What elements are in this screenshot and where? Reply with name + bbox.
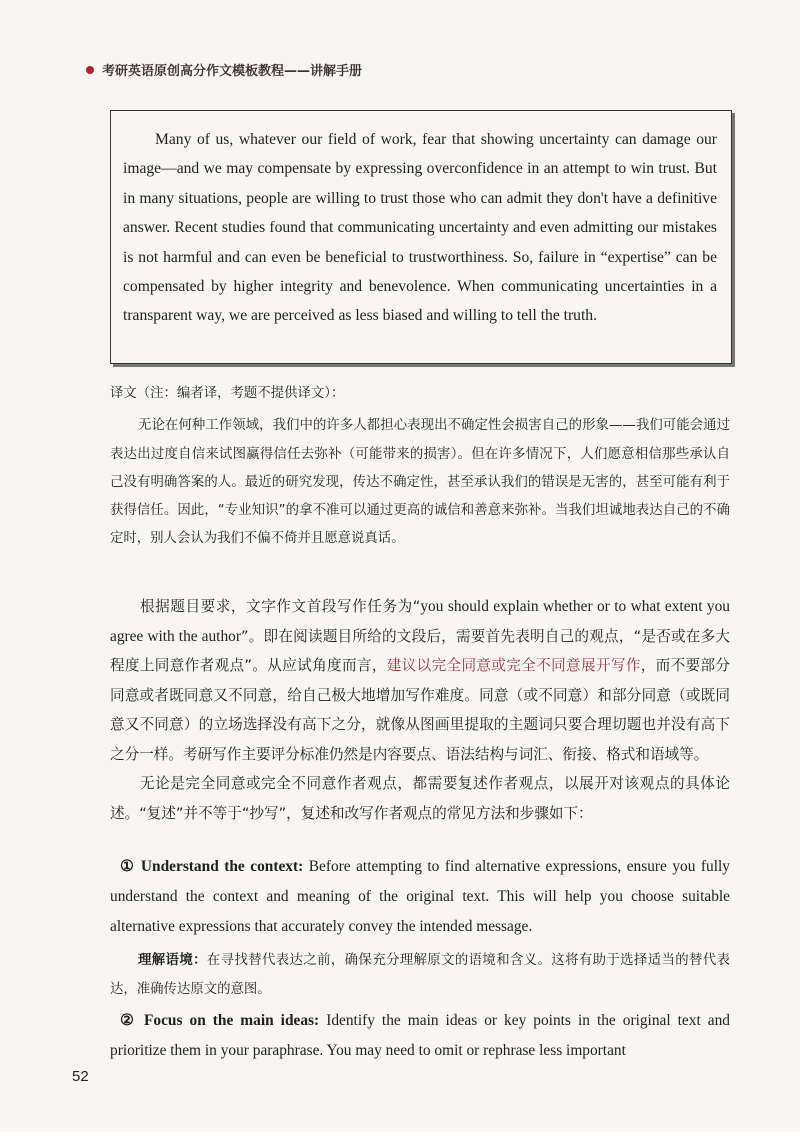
translation-body: 无论在何种工作领域，我们中的许多人都担心表现出不确定性会损害自己的形象——我们可能会通过表达出过度自信来试图赢得信任去弥补（可能带来的损害）。但在许多情况下，人们愿意相信那些承认自己没有明确答案的人。最近的研究发现，传达不确定性，甚至承认我们的错误是无害的，甚至可能有利于获得信任。因此，“专业知识”的拿不准可以通过更高的诚信和善意来弥补。当我们坦诚地表达自己的不确定时，别人会认为我们不偏不倚并且愿意说真话。 (110, 418, 730, 547)
point-1-term: ① Understand the context: (120, 858, 304, 875)
point-1-chinese (110, 946, 730, 1004)
main-paragraph-2: 无论是完全同意或完全不同意作者观点，都需要复述作者观点，以展开对该观点的具体论述。“复述”并不等于“抄写”，复述和改写作者观点的常见方法和步骤如下： (110, 775, 730, 822)
translation-label: 译文（注：编者译，考题不提供译文）： (110, 386, 345, 401)
p1-highlight: 建议以完全同意或完全不同意展开写作 (386, 657, 641, 674)
running-header (86, 60, 362, 79)
p1-english-quote: you should explain whether or to what extent you agree with the author (110, 598, 731, 645)
header-title: 考研英语原创高分作文模板教程——讲解手册 (102, 64, 363, 79)
point-2-term: ② Focus on the main ideas: (120, 1012, 320, 1029)
point-2 (110, 1006, 730, 1066)
p1-part-c: ，而不要部分同意或者既同意又不同意，给自己极大地增加写作难度。同意（或不同意）和部分同意（或既同意又不同意）的立场选择没有高下之分，就像从图画里提取的主题词只要合理切题也并没有高下之分一样。考研写作主要评分标准仍然是内容要点、语法结构与词汇、衔接、格式和语域等。 (110, 657, 730, 763)
quote-box (110, 110, 732, 364)
p1-part-b: ”。即在阅读题目所给的文段后，需要首先表明自己的观点，“是否或在多大程度上同意作者观点”。从应试角度而言， (110, 627, 730, 674)
point-1-cn-term: 理解语境： (138, 953, 207, 968)
main-paragraph-1 (110, 592, 730, 769)
point-2-text: Identify the main ideas or key points in the original text and prioritize them in your paraphrase. You may need to omit or rephrase less important (110, 1012, 730, 1059)
main-text (110, 592, 730, 828)
point-1-text: Before attempting to find alternative expressions, ensure you fully understand the context and meaning of the original text. This will help you choose suitable alternative expressions that accurately convey the intended message. (110, 858, 731, 935)
method-points (110, 852, 730, 1066)
point-1-cn-text: 在寻找替代表达之前，确保充分理解原文的语境和含义。这将有助于选择适当的替代表达，准确传达原文的意图。 (110, 953, 731, 997)
p1-part-a: 根据题目要求，文字作文首段写作任务为“ (140, 598, 421, 615)
bullet-dot-icon (86, 66, 94, 74)
translation-section (110, 380, 730, 554)
quote-text: Many of us, whatever our field of work, fear that showing uncertainty can damage our image—and we may compensate by expressing overconfidence in an attempt to win trust. But in many situations, people are willing to trust those who can admit they don't have a definitive answer. Recent studies found that communicating uncertainty and even admitting our mistakes is not harmful and can even be beneficial to trustworthiness. So, failure in “expertise” can be compensated by higher integrity and benevolence. When communicating uncertainties in a transparent way, we are perceived as less biased and willing to tell the truth. (123, 131, 717, 325)
page-number: 52 (72, 1068, 89, 1085)
point-1 (110, 852, 730, 942)
